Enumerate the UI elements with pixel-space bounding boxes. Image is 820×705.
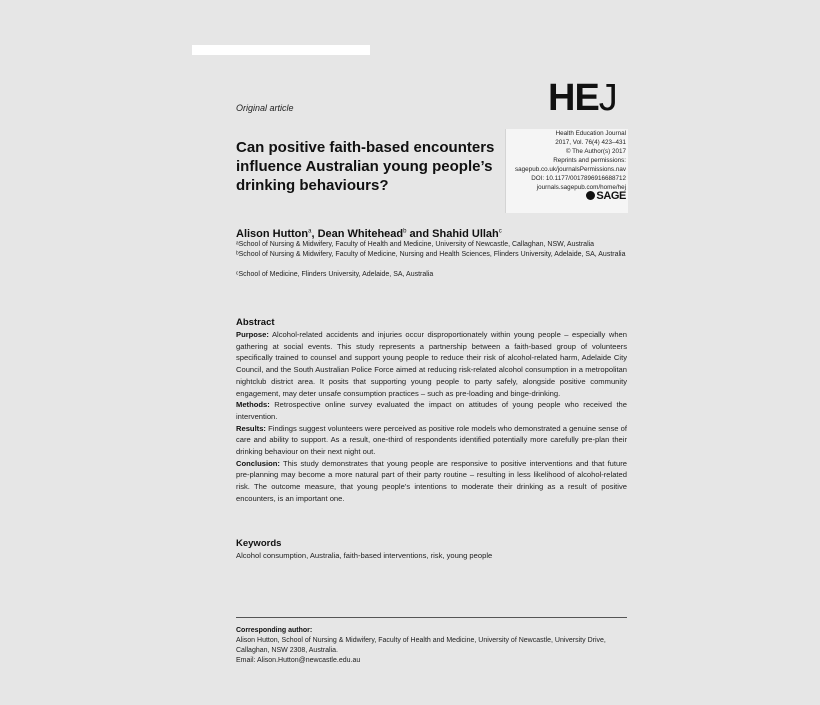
abstract-results <box>236 423 627 458</box>
journal-name: Health Education Journal <box>555 130 626 137</box>
logo-thin: J <box>598 77 617 119</box>
journal-volume: 2017, Vol. 76(4) 423–431 <box>555 139 626 146</box>
author-name: and Shahid Ullah <box>406 228 499 240</box>
corresponding-address: Alison Hutton, School of Nursing & Midwifery, Faculty of Health and Medicine, University of Newcastle, University Drive, Callaghan, NSW 2308, Australia. <box>236 637 606 654</box>
affiliation-a: ᵃSchool of Nursing & Midwifery, Faculty of Health and Medicine, University of Newcastle, Callaghan, NSW, Australia <box>236 241 595 248</box>
top-highlight-bar <box>192 45 370 55</box>
methods-text: Retrospective online survey evaluated the impact on attitudes of young people who received the intervention. <box>236 400 627 421</box>
conclusion-label: Conclusion: <box>236 458 280 468</box>
purpose-text: Alcohol-related accidents and injuries occur disproportionately within young people – especially when gathering at social events. This study represents a partnership between a faith-based group of volunteers specifically trained to counsel and support young people to reduce their risk of alcohol-related harm, Adelaide City Council, and the South Australian Police Force aimed at reducing risk-related alcohol consumption in a metropolitan nightclub district area. It posits that supporting young people to party safely, alongside positive community engagement, may deter unsafe consumption practices – such as pre-loading and binge-drinking. <box>236 330 627 398</box>
results-label: Results: <box>236 423 266 433</box>
journal-logo <box>548 78 617 118</box>
abstract-methods <box>236 399 627 422</box>
journal-reprints: Reprints and permissions: <box>553 157 626 164</box>
journal-info <box>506 129 626 192</box>
journal-info-box <box>505 129 628 213</box>
article-title: Can positive faith-based encounters influence Australian young people’s drinking behaviours? <box>236 139 495 194</box>
journal-doi[interactable]: DOI: 10.1177/0017896916688712 <box>531 175 626 182</box>
sage-logo-text: SAGE <box>596 190 626 202</box>
abstract-conclusion <box>236 458 627 505</box>
journal-permissions-link[interactable]: sagepub.co.uk/journalsPermissions.nav <box>515 166 626 173</box>
abstract-body <box>236 329 627 505</box>
author-affil-mark: c <box>498 228 502 235</box>
author-affil-mark: b <box>403 228 407 235</box>
corresponding-heading: Corresponding author: <box>236 627 313 634</box>
corresponding-email[interactable]: Email: Alison.Hutton@newcastle.edu.au <box>236 657 361 664</box>
journal-home-link[interactable]: journals.sagepub.com/home/hej <box>536 184 626 191</box>
conclusion-text: This study demonstrates that young people are responsive to positive interventions and that future pre-planning may become a more natural part of their party routine – resulting in less likelihood of alcohol-related risk. The outcome measure, that young people’s intentions to moderate their drinking as a result of positive encounters, is an important one. <box>236 458 627 503</box>
affiliation-c: ᶜSchool of Medicine, Flinders University, Adelaide, SA, Australia <box>236 271 434 278</box>
methods-label: Methods: <box>236 400 270 410</box>
sage-mark-icon <box>586 191 595 200</box>
author-name: , Dean Whitehead <box>311 228 404 240</box>
author-list <box>236 228 502 240</box>
sage-logo <box>586 190 626 202</box>
author-name: Alison Hutton <box>236 228 309 240</box>
corresponding-author <box>236 626 627 666</box>
keywords-heading: Keywords <box>236 538 282 549</box>
results-text: Findings suggest volunteers were perceived as positive role models who demonstrated a genuine sense of care and ability to support. As a result, one-third of respondents identified potentially more carefully pre-plan their drinking behaviour on their next night out. <box>236 423 627 457</box>
footnote-divider <box>236 617 627 618</box>
abstract-heading: Abstract <box>236 317 275 328</box>
purpose-label: Purpose: <box>236 330 269 339</box>
journal-copyright: © The Author(s) 2017 <box>565 148 626 155</box>
author-affil-mark: a <box>308 228 312 235</box>
keywords-text: Alcohol consumption, Australia, faith-based interventions, risk, young people <box>236 551 493 560</box>
article-type: Original article <box>236 103 294 113</box>
affiliation-b: ᵇSchool of Nursing & Midwifery, Faculty of Medicine, Nursing and Health Sciences, Flinders University, Adelaide, SA, Australia <box>236 251 626 258</box>
abstract-purpose <box>236 329 627 399</box>
logo-bold: HE <box>548 77 599 119</box>
